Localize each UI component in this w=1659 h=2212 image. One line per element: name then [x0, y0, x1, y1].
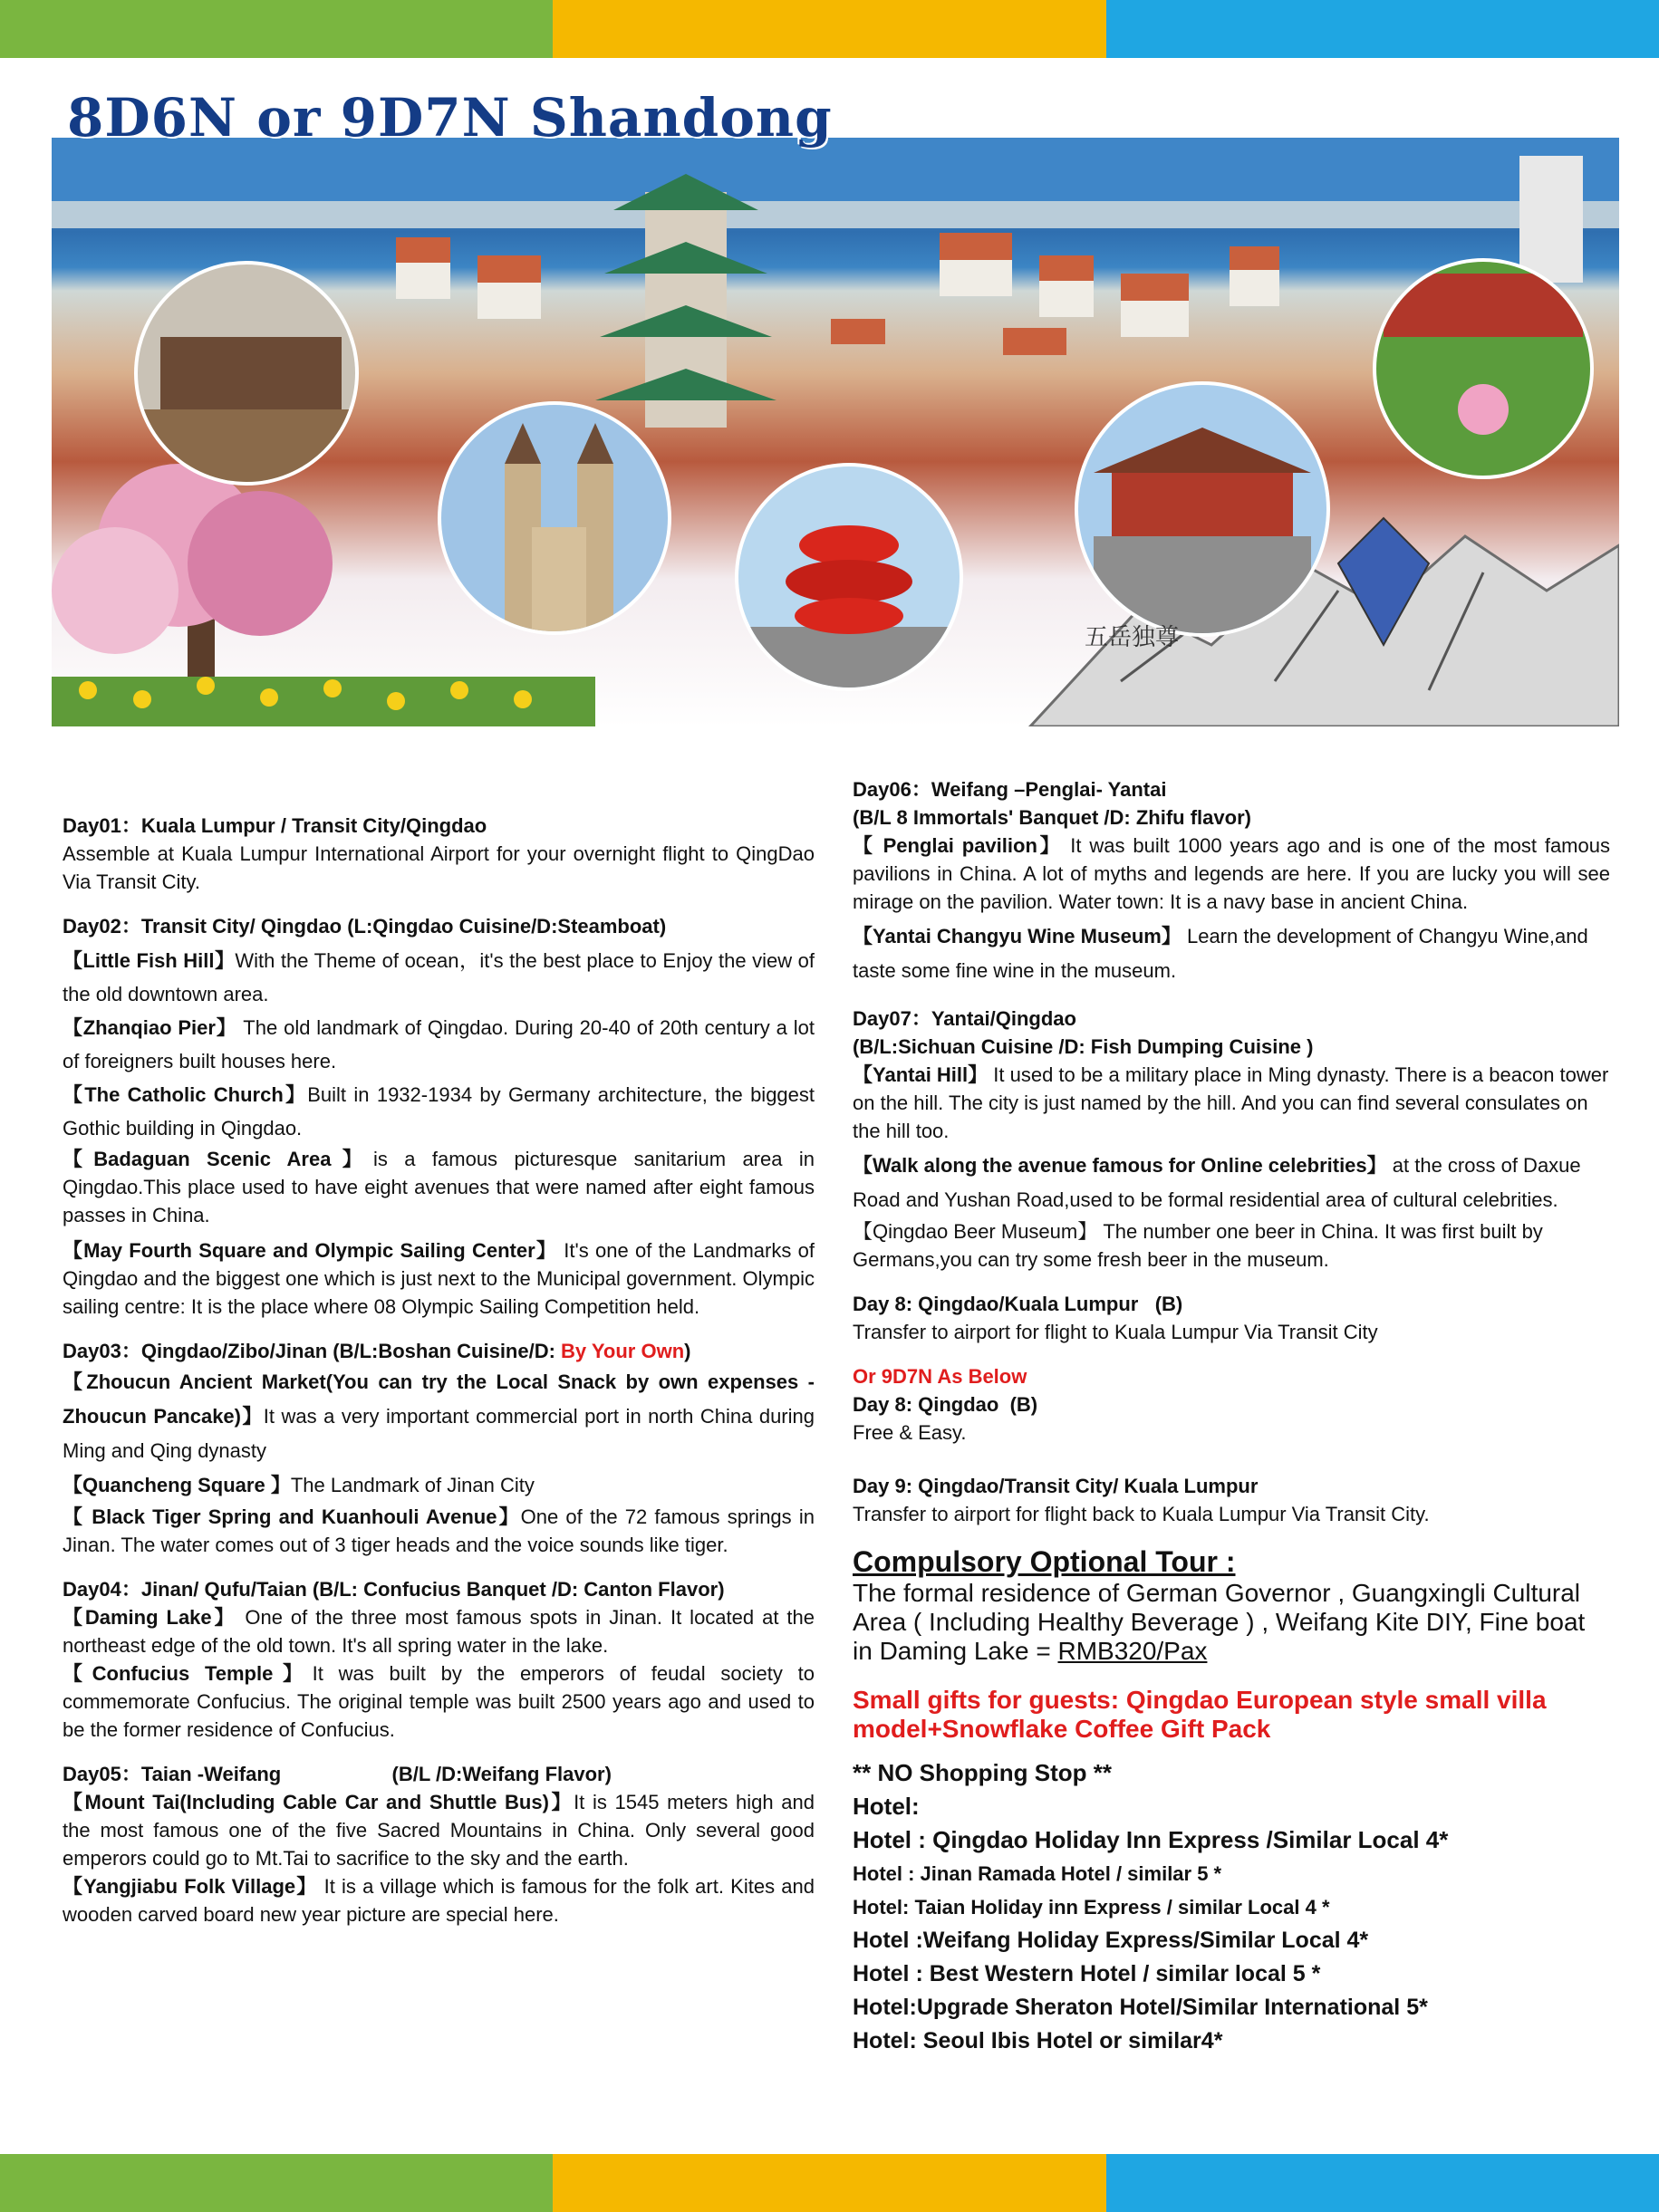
- spot-text: It was built 1000 years ago and is one of the most famous pavilions in China. A lot of myths and legends are here. If you are lucky you will see mirage on the pavilion. Water town: It is a navy base in ancient China.: [853, 834, 1610, 913]
- gift-note: Small gifts for guests: Qingdao European style small villa model+Snowflake Coffee Gift Pack: [853, 1686, 1547, 1743]
- spot-name: 【Yangjiabu Folk Village】: [63, 1875, 318, 1898]
- day08-title: Day 8: Qingdao/Kuala Lumpur (B): [853, 1293, 1183, 1315]
- yellow-stripe: [553, 2154, 1105, 2212]
- day05-block: [63, 1760, 815, 1928]
- optional-tour-block: [853, 1544, 1610, 1666]
- day09-block: [853, 1472, 1610, 1528]
- day01-block: [63, 812, 815, 896]
- spot-text: is a famous picturesque sanitarium area in Qingdao.This place used to have eight avenues that were named after eight famous passes in China.: [63, 1148, 815, 1226]
- day02-item: [63, 1011, 815, 1078]
- spot-text: It is 1545 meters high and the most famous one of the five Sacred Mountains in China. Only several good emperors could go to Mt.Tai to sacrifice to the sky and the earth.: [63, 1791, 815, 1870]
- spot-name: 【Yantai Hill】: [853, 1063, 989, 1086]
- itinerary-right-column: [853, 775, 1610, 2058]
- hotel-item: Hotel : Best Western Hotel / similar local 5 *: [853, 1961, 1321, 1986]
- top-color-bar: [0, 0, 1659, 58]
- optional-tour-text: [853, 1579, 1610, 1666]
- spot-name: 【Zhoucun Ancient Market(You can try the Local Snack by own expenses - Zhoucun Pancake)】: [63, 1370, 815, 1428]
- hotel-item: Hotel: Seoul Ibis Hotel or similar4*: [853, 2028, 1223, 2053]
- day07-item: [853, 1061, 1610, 1145]
- optional-tour-price: RMB320/Pax: [1057, 1637, 1208, 1665]
- day03-item: [63, 1468, 815, 1503]
- day06-item: [853, 919, 1610, 988]
- spot-text: It used to be a military place in Ming dynasty. There is a beacon tower on the hill. The city is just named by the hill. And you can find several consulates on the hill too.: [853, 1063, 1609, 1142]
- day02-item: [63, 1145, 815, 1229]
- day03-block: [63, 1337, 815, 1559]
- day09-title: Day 9: Qingdao/Transit City/ Kuala Lumpur: [853, 1475, 1259, 1497]
- spot-name: 【Mount Tai(Including Cable Car and Shuttle Bus)】: [63, 1791, 574, 1813]
- spot-name: 【Daming Lake】: [63, 1606, 237, 1629]
- spot-name: 【 Black Tiger Spring and Kuanhouli Avenue】: [63, 1505, 521, 1528]
- spot-text: It was a very important commercial port in north China during Ming and Qing dynasty: [63, 1405, 815, 1462]
- hotel-item: Hotel:Upgrade Sheraton Hotel/Similar International 5*: [853, 1995, 1428, 2020]
- day07-block: [853, 1005, 1610, 1274]
- day07-meals: (B/L:Sichuan Cuisine /D: Fish Dumping Cuisine ): [853, 1035, 1314, 1058]
- spot-text: The old landmark of Qingdao. During 20-40 of 20th century a lot of foreigners built houses here.: [63, 1016, 815, 1072]
- spot-name: 【May Fourth Square and Olympic Sailing Center】: [63, 1239, 558, 1262]
- day03-title: [63, 1337, 815, 1365]
- day04-item: [63, 1659, 815, 1744]
- day06-block: [853, 775, 1610, 988]
- spot-name: 【Confucius Temple】: [63, 1662, 313, 1685]
- bottom-color-bar: [0, 2154, 1659, 2212]
- day05-title: Day05：Taian -Weifang (B/L /D:Weifang Flavor): [63, 1763, 612, 1785]
- day08-block: [853, 1290, 1610, 1346]
- spot-text: The Landmark of Jinan City: [290, 1474, 535, 1496]
- day01-title: Day01：Kuala Lumpur / Transit City/Qingdao: [63, 814, 487, 837]
- spot-text: With the Theme of ocean，it's the best place to Enjoy the view of the old downtown area.: [63, 949, 815, 1005]
- banner-illustration: [52, 138, 1619, 726]
- day04-block: [63, 1575, 815, 1744]
- spot-text: It was built by the emperors of feudal society to commemorate Confucius. The original temple was built 2500 years ago and used to be the former residence of Confucius.: [63, 1662, 815, 1741]
- day06-title: Day06：Weifang –Penglai- Yantai: [853, 778, 1167, 801]
- day03-item: [63, 1365, 815, 1468]
- spot-text: at the cross of Daxue Road and Yushan Road,used to be formal residential area of cultural celebrities.: [853, 1154, 1581, 1211]
- day02-item: [63, 944, 815, 1011]
- day03-title-text: Day03：Qingdao/Zibo/Jinan (B/L:Boshan Cuisine/D:: [63, 1340, 562, 1362]
- spot-name: 【Quancheng Square 】: [63, 1474, 291, 1496]
- spot-name: 【The Catholic Church】: [63, 1083, 308, 1106]
- spot-name: 【Little Fish Hill】: [63, 949, 236, 972]
- hotel-block: [853, 1756, 1610, 2058]
- hotel-item: Hotel: Taian Holiday inn Express / similar Local 4 *: [853, 1896, 1330, 1919]
- day04-title: Day04：Jinan/ Qufu/Taian (B/L: Confucius Banquet /D: Canton Flavor): [63, 1578, 725, 1601]
- day03-title-end: ): [684, 1340, 691, 1362]
- green-stripe: [0, 2154, 553, 2212]
- day09-text: Transfer to airport for flight back to Kuala Lumpur Via Transit City.: [853, 1503, 1430, 1525]
- alternative-9d7n-block: [853, 1362, 1610, 1447]
- banner-stamp-text: 五岳独尊: [1085, 624, 1180, 651]
- spot-name: 【Walk along the avenue famous for Online celebrities】: [853, 1154, 1387, 1177]
- spot-text: One of the three most famous spots in Jinan. It located at the northeast edge of the old town. It's all spring water in the lake.: [63, 1606, 815, 1657]
- optional-tour-title: Compulsory Optional Tour :: [853, 1545, 1236, 1578]
- day01-text: Assemble at Kuala Lumpur International Airport for your overnight flight to QingDao Via Transit City.: [63, 842, 815, 893]
- day07-title: Day07：Yantai/Qingdao: [853, 1007, 1076, 1030]
- alt-day8-text: Free & Easy.: [853, 1421, 967, 1444]
- spot-text: One of the 72 famous springs in Jinan. The water comes out of 3 tiger heads and the voice sounds like tiger.: [63, 1505, 815, 1556]
- day02-title: Day02：Transit City/ Qingdao (L:Qingdao Cuisine/D:Steamboat): [63, 915, 667, 938]
- alt-day8-title: Day 8: Qingdao (B): [853, 1393, 1038, 1416]
- optional-tour-desc: The formal residence of German Governor , Guangxingli Cultural Area ( Including Healthy Beverage ) , Weifang Kite DIY, Fine boat in Daming Lake =: [853, 1579, 1586, 1665]
- day07-item: [853, 1217, 1610, 1274]
- day06-meals: (B/L 8 Immortals' Banquet /D: Zhifu flavor): [853, 806, 1251, 829]
- spot-text: It's one of the Landmarks of Qingdao and the biggest one which is just next to the Municipal government. Olympic sailing centre: It is the place where 08 Olympic Sailing Competition held.: [63, 1239, 815, 1318]
- day03-item: [63, 1503, 815, 1559]
- spot-text: The number one beer in China. It was first built by Germans,you can try some fresh beer in the museum.: [853, 1220, 1543, 1271]
- spot-name: 【Yantai Changyu Wine Museum】: [853, 925, 1182, 947]
- blue-stripe: [1106, 0, 1659, 58]
- day05-item: [63, 1872, 815, 1928]
- day04-item: [63, 1603, 815, 1659]
- hotel-item: Hotel : Qingdao Holiday Inn Express /Similar Local 4*: [853, 1826, 1449, 1853]
- spot-name: 【 Penglai pavilion】: [853, 834, 1063, 857]
- day08-text: Transfer to airport for flight to Kuala Lumpur Via Transit City: [853, 1321, 1378, 1343]
- spot-text: It is a village which is famous for the folk art. Kites and wooden carved board new year picture are special here.: [63, 1875, 815, 1926]
- day02-item: [63, 1236, 815, 1321]
- day06-item: [853, 832, 1610, 916]
- hotel-label: Hotel:: [853, 1793, 920, 1820]
- hotel-item: Hotel : Jinan Ramada Hotel / similar 5 *: [853, 1862, 1222, 1885]
- blue-stripe: [1106, 2154, 1659, 2212]
- day05-item: [63, 1788, 815, 1872]
- hotel-item: Hotel :Weifang Holiday Express/Similar Local 4*: [853, 1928, 1369, 1953]
- spot-text: Built in 1932-1934 by Germany architecture, the biggest Gothic building in Qingdao.: [63, 1083, 815, 1140]
- banner-collage: [52, 138, 1619, 726]
- day02-item: [63, 1078, 815, 1145]
- alt-label: Or 9D7N As Below: [853, 1365, 1027, 1388]
- spot-name: 【Qingdao Beer Museum】: [853, 1220, 1098, 1243]
- no-shopping-note: ** NO Shopping Stop **: [853, 1759, 1112, 1786]
- green-stripe: [0, 0, 553, 58]
- day02-block: [63, 912, 815, 1321]
- itinerary-left-column: [63, 812, 815, 1945]
- day07-item: [853, 1149, 1610, 1217]
- spot-text: Learn the development of Changyu Wine,and taste some fine wine in the museum.: [853, 925, 1588, 982]
- yellow-stripe: [553, 0, 1105, 58]
- spot-name: 【Badaguan Scenic Area】: [63, 1148, 373, 1170]
- day03-title-red: By Your Own: [561, 1340, 685, 1362]
- page-title: 8D6N or 9D7N Shandong: [67, 87, 833, 149]
- spot-name: 【Zhanqiao Pier】: [63, 1016, 237, 1039]
